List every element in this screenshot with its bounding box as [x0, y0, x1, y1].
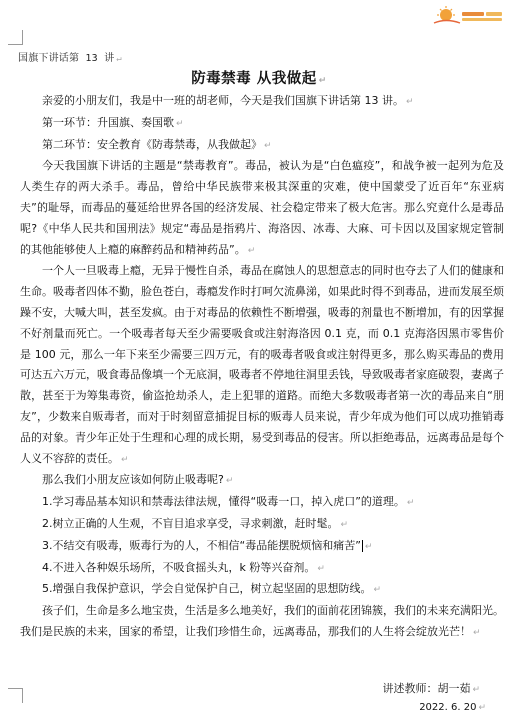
return-mark-icon: ↵: [121, 454, 129, 465]
return-mark-icon: ↵: [478, 703, 486, 713]
return-mark-icon: ↵: [176, 118, 184, 129]
document-date: 2022. 6. 20 ↵: [419, 702, 486, 713]
return-mark-icon: ↵: [364, 541, 373, 552]
paragraph-harm: 一个人一旦吸毒上瘾，无异于慢性自杀，毒品在腐蚀人的思想意志的同时也夺去了人们的健康和生命。吸毒者四体不勤，脸色苍白，毒瘾发作时打呵欠流鼻涕，如果此时得不到毒品，进而发展至烦躁不安，大喊大叫，甚至发疯。由于对毒品的依赖性不断增强，吸毒的剂量也不断增加，有的因掌握不好剂量而死亡。一个吸毒者每天至少需要吸食或注射海洛因 0.1 克，而 0.1 克海洛因黑市零售价是 100 元，那么一年下来至少需要三四万元，有的吸毒者吸食或注射得更多，那么购买毒品的费用可达五六万元，吸食毒品像填一个无底洞，吸毒者不停地往洞里丢钱，导致吸毒者家庭破裂，妻离子散，甚至于为筹集毒资，偷盗抢劫杀人，走上犯罪的道路。而绝大多数吸毒者第一次的毒品来自“朋友”，少数来自贩毒者，而对于时刻留意捕捉目标的贩毒人员来说，青少年成为他们可以成功推销毒品的对象。青少年正处于生理和心理的成长期，易受到毒品的侵害。所以拒绝毒品，远离毒品是每个人义不容辞的责任。 ↵: [20, 264, 504, 465]
return-mark-icon: ↵: [373, 585, 382, 596]
return-mark-icon: ↵: [225, 476, 234, 487]
list-item: 5.增强自我保护意识，学会自觉保护自己，树立起坚固的思想防线。 ↵: [42, 582, 382, 596]
title-text: 防毒禁毒 从我做起: [191, 71, 317, 87]
return-mark-icon: ↵: [340, 519, 349, 530]
list-item: 4.不进入各种娱乐场所，不吸食摇头丸，k 粉等兴奋剂。 ↵: [42, 560, 325, 574]
paragraph-closing: 孩子们，生命是多么地宝贵，生活是多么地美好，我们的面前花团锦簇，我们的未来充满阳光。我们是民族的未来，国家的希望，让我们珍惜生命，远离毒品，那我们的人生将会绽放光芒！ ↵: [20, 604, 504, 638]
return-mark-icon: ↵: [406, 498, 415, 509]
page-title: [0, 67, 518, 88]
return-mark-icon: ↵: [318, 76, 327, 86]
school-logo-icon: [430, 6, 510, 28]
return-mark-icon: ↵: [116, 54, 122, 64]
return-mark-icon: ↵: [473, 627, 481, 638]
teacher-signature: 讲述教师：胡一茹 ↵: [382, 682, 480, 695]
paragraph-greeting: 亲爱的小朋友们，我是中一班的胡老师，今天是我们国旗下讲话第 13 讲。 ↵: [42, 94, 414, 107]
return-mark-icon: ↵: [406, 97, 414, 107]
page-corner-mark-bottom-left: [8, 688, 23, 703]
return-mark-icon: ↵: [472, 685, 480, 695]
return-mark-icon: ↵: [247, 245, 256, 256]
text-cursor: [362, 540, 363, 552]
return-mark-icon: ↵: [264, 140, 272, 151]
document-body: [20, 91, 504, 644]
paragraph-section-2: 第二环节：安全教育《防毒禁毒，从我做起》 ↵: [42, 137, 272, 151]
page-header: [18, 49, 122, 64]
paragraph-section-1: 第一环节：升国旗、奏国歌 ↵: [42, 115, 184, 129]
page-corner-mark-top-left: [8, 30, 23, 45]
paragraph-question: 那么我们小朋友应该如何防止吸毒呢? ↵: [42, 473, 234, 487]
list-item: 2.树立正确的人生观，不盲目追求享受，寻求刺激，赶时髦。 ↵: [42, 516, 349, 530]
header-text: 国旗下讲话第 13 讲: [18, 53, 115, 64]
return-mark-icon: ↵: [317, 563, 325, 574]
list-item: 1.学习毒品基本知识和禁毒法律法规，懂得“吸毒一口，掉入虎口”的道理。 ↵: [42, 495, 415, 509]
paragraph-topic: 今天我国旗下讲话的主题是“禁毒教育”。毒品，被认为是“白色瘟疫”，和战争被一起列为危及人类生存的两大杀手。毒品，曾给中华民族带来极其深重的灾难，使中国蒙受了近百年“东亚病夫”的耻辱，而毒品的蔓延给世界各国的经济发展、社会稳定带来了极大危害。那么究竟什么是毒品呢?《中华人民共和国刑法》规定“毒品是指鸦片、海洛因、冰毒、大麻、可卡因以及国家规定管制的其他能够使人上瘾的麻醉药品和精神药品”。 ↵: [20, 159, 504, 256]
list-item: 3.不结交有吸毒，贩毒行为的人，不相信“毒品能摆脱烦恼和痛苦” ↵: [42, 538, 373, 552]
